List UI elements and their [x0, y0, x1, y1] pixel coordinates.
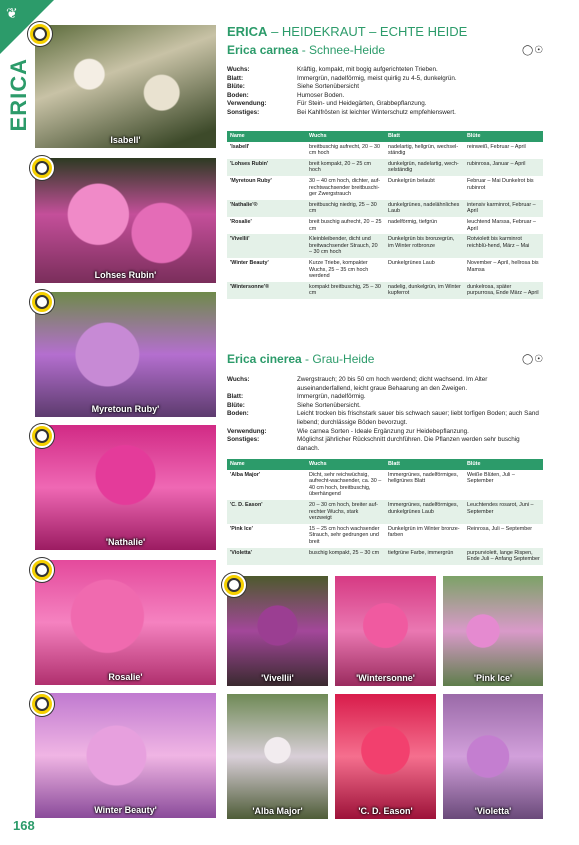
award-badge-icon — [222, 573, 246, 597]
photo-caption: Lohses Rubin' — [94, 270, 157, 280]
cell: 'Winter Beauty' — [230, 259, 269, 266]
photo-caption: 'Wintersonne' — [356, 673, 415, 683]
cell: 'Lohses Rubin' — [227, 159, 306, 176]
table-row — [227, 217, 543, 234]
property-value: Möglichst jährlicher Rückschnitt durchführen. Die Pflanzen werden sehr buschig danach. — [297, 436, 520, 452]
photo-wintersonne — [335, 576, 436, 686]
property-value: Für Stein- und Heidegärten, Grabbepflanzung. — [297, 100, 427, 108]
photo-winter-beauty — [35, 693, 216, 818]
property-value: Immergrün, nadelförmig, meist quirlig zu 4-5, dunkelgrün. — [297, 74, 457, 82]
cell: Dunkelgrün belaubt — [388, 177, 435, 184]
award-badge-icon — [30, 558, 54, 582]
cinerea-properties — [227, 376, 543, 453]
property-key: Verwendung: — [227, 427, 267, 435]
photo-caption: 'C. D. Eason' — [358, 806, 413, 816]
property-row — [227, 92, 543, 101]
photo-cd-eason — [335, 694, 436, 819]
property-key: Wuchs: — [227, 66, 250, 73]
cell: 'Rosalie' — [230, 218, 252, 225]
cell: rubinrosa, Januar – April — [464, 159, 543, 176]
table-row — [227, 176, 543, 200]
award-badge-icon — [30, 424, 54, 448]
cell: breitbuschig aufrecht, 20 – 30 cm hoch — [309, 143, 381, 157]
carnea-properties — [227, 66, 543, 118]
property-value: Kräftig, kompakt, mit bogig aufgerichteten Trieben. — [297, 66, 438, 73]
table-row — [227, 200, 543, 217]
property-row — [227, 100, 543, 109]
table-row — [227, 159, 543, 176]
cell: leuchtend Marssa, Februar – April — [467, 218, 536, 232]
property-value: Siehe Sortenübersicht. — [297, 401, 361, 409]
award-badge-icon — [28, 22, 52, 46]
award-badge-icon — [30, 692, 54, 716]
cell: Dicht, sehr reichwüchsig, aufrecht-wachsender, ca. 30 – 40 cm hoch, breitbuschig, überhängend — [309, 471, 382, 498]
property-key: Blatt: — [227, 393, 244, 401]
cell: 'Wintersonne'® — [227, 282, 306, 299]
cell: 'Alba Major' — [230, 471, 261, 478]
column-header: Blüte — [464, 131, 543, 142]
photo-caption: Rosalie' — [108, 672, 143, 682]
cell: Weiße Blüten, Juli – September — [467, 471, 515, 485]
property-row — [227, 393, 543, 402]
cell: Februar – Mai Dunkelrot bis rubinrot — [467, 177, 534, 191]
column-header: Blatt — [385, 131, 464, 142]
cell: intensiv karminrot, Februar – April — [464, 200, 543, 217]
photo-myretoun-ruby — [35, 292, 216, 417]
cell: Dunkelgrünes Laub — [388, 259, 435, 266]
photo-nathalie — [35, 425, 216, 550]
photo-caption: Myretoun Ruby' — [91, 404, 160, 414]
photo-violetta — [443, 694, 543, 819]
title-rest: – HEIDEKRAUT – ECHTE HEIDE — [267, 24, 468, 39]
photo-isabell — [35, 25, 216, 148]
sun-exposure-icon: ◯☉ — [522, 354, 545, 365]
award-badge-icon — [30, 156, 54, 180]
cell: 'Violetta' — [227, 548, 306, 565]
award-badge-icon — [30, 290, 54, 314]
table-row — [227, 258, 543, 282]
cell: kompakt breitbuschig, 25 – 30 cm — [306, 282, 385, 299]
property-key: Blatt: — [227, 74, 244, 82]
cell: 'Nathalie'® — [227, 200, 306, 217]
photo-caption: 'Nathalie' — [105, 537, 146, 547]
cell: breit kompakt, 20 – 25 cm hoch — [306, 159, 385, 176]
table-row — [227, 282, 543, 299]
cell: Dunkelgrün im Winter bronze-farben — [388, 525, 460, 539]
property-key: Wuchs: — [227, 376, 250, 383]
property-row — [227, 109, 543, 118]
property-value: Immergrün, nadelförmig. — [297, 393, 366, 401]
cell: buschig kompakt, 25 – 30 cm — [306, 548, 385, 565]
cinerea-varieties-table — [227, 459, 543, 565]
cell: 'Isabell' — [230, 143, 250, 150]
cell: nadelartig, hellgrün, wechsel-ständig — [388, 143, 459, 157]
cell: Leuchtendes rosarot, Juni – September — [464, 500, 543, 524]
cell: Reinrosa, Juli – September — [467, 525, 533, 532]
table-header-row — [227, 131, 543, 142]
cell: Immergrünes, nadelförmiges, hellgrünes Blatt — [388, 471, 459, 485]
photo-rosalie — [35, 560, 216, 685]
cell: Kleinbleibender, dicht und breitwachsender Strauch, 20 – 30 cm hoch — [306, 234, 385, 258]
cell: dunkelgrünes, nadelähnliches Laub — [385, 200, 464, 217]
property-key: Boden: — [227, 91, 249, 99]
photo-caption: 'Violetta' — [474, 806, 512, 816]
cell: 20 – 30 cm hoch, breiter auf-rechter Wuchs, stark verzweigt — [306, 500, 385, 524]
property-row — [227, 436, 543, 453]
property-row — [227, 66, 543, 75]
side-title: ERICA — [6, 58, 31, 132]
cell: reinweiß, Februar – April — [467, 143, 526, 150]
carnea-heading-rest: - Schnee-Heide — [298, 43, 386, 57]
cell: Kurze Triebe, kompakter Wuchs, 25 – 35 cm hoch werdend — [309, 259, 369, 280]
cinerea-heading-rest: - Grau-Heide — [301, 352, 375, 366]
property-value: Humoser Boden. — [297, 91, 345, 99]
photo-pink-ice — [443, 576, 543, 686]
photo-caption: Isabell' — [110, 135, 141, 145]
cell: 'Pink Ice' — [230, 525, 253, 532]
column-header: Blatt — [385, 459, 464, 470]
property-value: Siehe Sortenübersicht — [297, 83, 359, 91]
table-row — [227, 142, 543, 159]
property-value: Bei Kahlfrösten ist leichter Winterschutz empfehlenswert. — [297, 108, 456, 116]
property-key: Blüte: — [227, 401, 245, 409]
column-header: Wuchs — [306, 459, 385, 470]
property-key: Verwendung: — [227, 100, 267, 108]
property-row — [227, 428, 543, 437]
property-row — [227, 402, 543, 411]
page-number: 168 — [13, 818, 35, 833]
photo-caption: 'Alba Major' — [252, 806, 303, 816]
cinerea-heading-bold: Erica cinerea — [227, 352, 302, 366]
table-row — [227, 234, 543, 258]
cell: 'C. D. Eason' — [227, 500, 306, 524]
cell: Rotviolett bis karminrot reichblü-hend, März – Mai — [464, 234, 543, 258]
cell: dunkelrosa, später purpurrosa, Ende März – April — [464, 282, 543, 299]
cell: November – April, hellrosa bis Mamsa — [467, 259, 539, 273]
property-key: Blüte: — [227, 83, 245, 91]
cell: tiefgrüne Farbe, immergrün — [385, 548, 464, 565]
cell: 15 – 25 cm hoch wachsender Strauch, sehr gedrungen und breit — [309, 525, 380, 545]
cell: nadelförmig, tiefgrün — [388, 218, 438, 225]
photo-lohses-rubin — [35, 158, 216, 283]
property-key: Sonstiges: — [227, 436, 260, 444]
column-header: Blüte — [464, 459, 543, 470]
cell: dunkelgrün, nadelartig, wech-selständig — [385, 159, 464, 176]
page-title — [227, 24, 543, 39]
property-value: Zwergstrauch; 20 bis 50 cm hoch werdend; dicht wachsend. Im Alter auseinanderfallend, leicht graue Behaarung an den Zweigen. — [297, 376, 488, 392]
carnea-heading-bold: Erica carnea — [227, 43, 299, 57]
property-value: Wie carnea Sorten - Ideale Ergänzung zur Heidebepflanzung. — [297, 427, 469, 435]
cell: 'Vivellii' — [227, 234, 306, 258]
photo-alba-major — [227, 694, 328, 819]
leaf-icon: ❦ — [6, 5, 18, 21]
title-bold: ERICA — [227, 24, 268, 39]
property-row — [227, 83, 543, 92]
table-row — [227, 524, 543, 548]
table-row — [227, 500, 543, 524]
table-row — [227, 470, 543, 500]
cell: breitbuschig niedrig, 25 – 30 cm — [306, 200, 385, 217]
cell: 30 – 40 cm hoch, dichter, auf-rechtwachsender breitbuschi-ger Zwergstrauch — [309, 177, 381, 198]
property-value: Leicht trocken bis frischstark sauer bis schwach sauer; liebt torfigen Boden; auch Sand liebend; durchlässige Böden bevorzugt. — [297, 410, 539, 426]
cell: Dunkelgrün bis bronzegrün, im Winter rotbronze — [385, 234, 464, 258]
carnea-heading — [227, 43, 543, 57]
cell: nadelig, dunkelgrün, im Winter kupferrot — [385, 282, 464, 299]
property-key: Sonstiges: — [227, 108, 260, 116]
photo-caption: 'Vivellii' — [261, 673, 294, 683]
photo-caption: 'Pink Ice' — [473, 673, 513, 683]
cinerea-heading — [227, 352, 543, 366]
property-row — [227, 376, 543, 393]
table-row — [227, 548, 543, 565]
property-key: Boden: — [227, 410, 249, 418]
carnea-varieties-table — [227, 131, 543, 299]
cell: breit buschig aufrecht, 20 – 25 cm — [309, 218, 382, 232]
column-header: Name — [227, 131, 306, 142]
column-header: Name — [227, 459, 306, 470]
table-header-row — [227, 459, 543, 470]
column-header: Wuchs — [306, 131, 385, 142]
cell: 'Myretoun Ruby' — [230, 177, 272, 184]
sun-exposure-icon: ◯☉ — [522, 45, 545, 56]
cell: purpurviolett, lange Rispen, Ende Juli – Anfang September — [464, 548, 543, 565]
cell: Immergrünes, nadelförmiges, dunkelgrünes Laub — [385, 500, 464, 524]
photo-caption: Winter Beauty' — [94, 805, 157, 815]
property-row — [227, 75, 543, 84]
property-row — [227, 410, 543, 427]
